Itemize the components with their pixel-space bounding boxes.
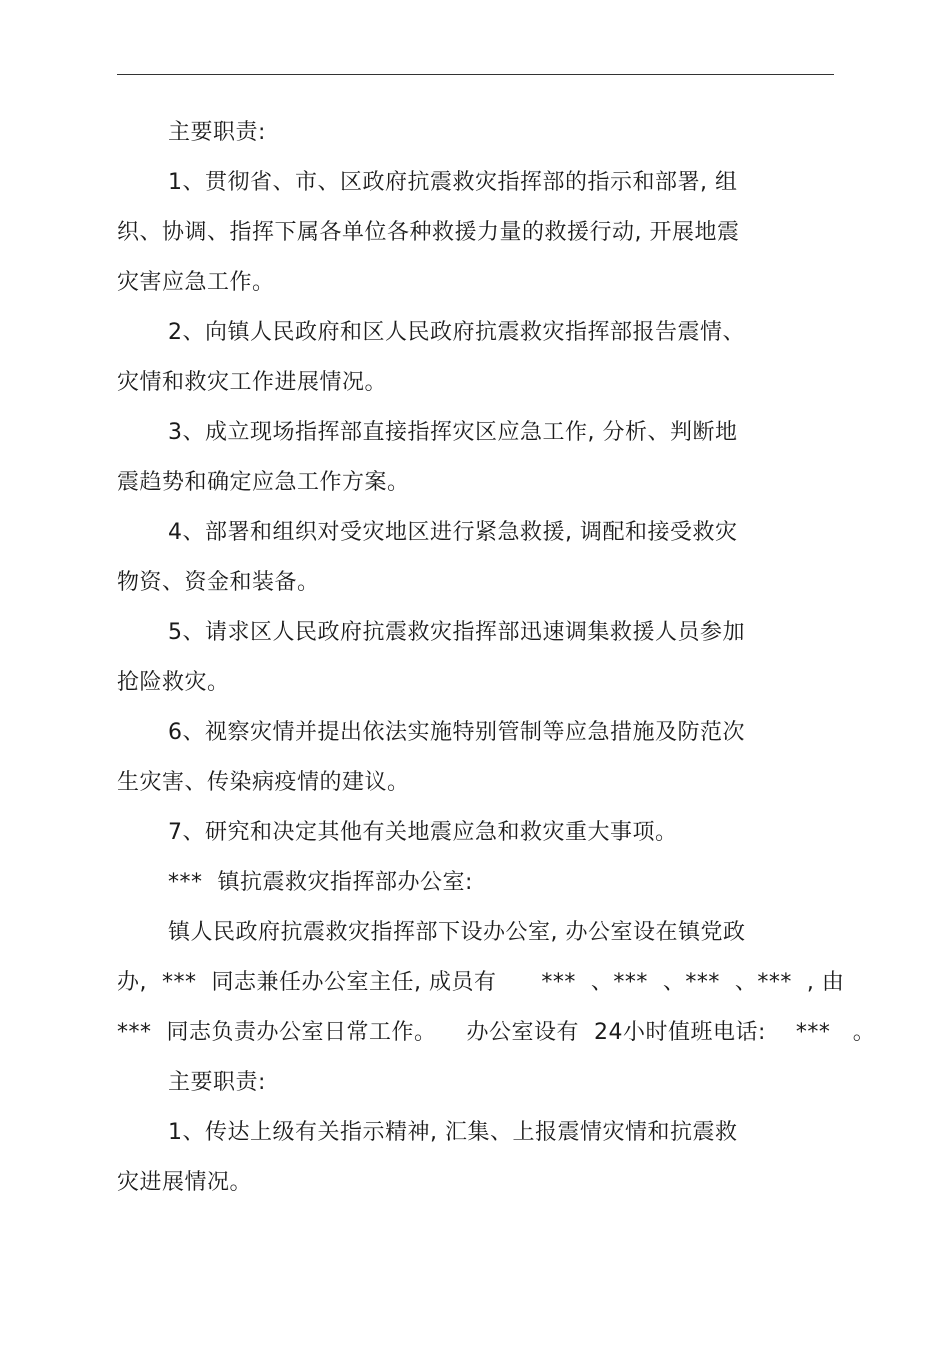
paragraph-line: 生灾害、传染病疫情的建议。 — [117, 770, 410, 795]
paragraph-line: 织、协调、指挥下属各单位各种救援力量的救援行动, 开展地震 — [117, 220, 740, 245]
paragraph-line: 1、传达上级有关指示精神, 汇集、上报震情灾情和抗震救 — [168, 1120, 738, 1145]
paragraph-line: 1、贯彻省、市、区政府抗震救灾指挥部的指示和部署, 组 — [168, 170, 738, 195]
paragraph-line: 2、向镇人民政府和区人民政府抗震救灾指挥部报告震情、 — [168, 320, 745, 345]
section-heading: 主要职责: — [168, 120, 266, 145]
paragraph-line: 灾进展情况。 — [117, 1170, 253, 1195]
paragraph-line: *** 同志负责办公室日常工作。 办公室设有 24小时值班电话: *** 。 — [117, 1020, 876, 1045]
paragraph-line: 镇人民政府抗震救灾指挥部下设办公室, 办公室设在镇党政 — [168, 920, 746, 945]
paragraph-line: 震趋势和确定应急工作方案。 — [117, 470, 410, 495]
section-heading: 主要职责: — [168, 1070, 266, 1095]
paragraph-line: 7、研究和决定其他有关地震应急和救灾重大事项。 — [168, 820, 678, 845]
paragraph-line: 4、部署和组织对受灾地区进行紧急救援, 调配和接受救灾 — [168, 520, 738, 545]
paragraph-line: 灾害应急工作。 — [117, 270, 275, 295]
paragraph-line: 物资、资金和装备。 — [117, 570, 320, 595]
paragraph-line: 3、成立现场指挥部直接指挥灾区应急工作, 分析、判断地 — [168, 420, 738, 445]
paragraph-line: 5、请求区人民政府抗震救灾指挥部迅速调集救援人员参加 — [168, 620, 745, 645]
paragraph-line: 灾情和救灾工作进展情况。 — [117, 370, 388, 395]
section-heading: *** 镇抗震救灾指挥部办公室: — [168, 870, 473, 895]
header-rule — [117, 74, 834, 75]
paragraph-line: 办, *** 同志兼任办公室主任, 成员有 *** 、*** 、*** 、*** , 由 — [117, 970, 845, 995]
paragraph-line: 6、视察灾情并提出依法实施特别管制等应急措施及防范次 — [168, 720, 745, 745]
paragraph-line: 抢险救灾。 — [117, 670, 230, 695]
